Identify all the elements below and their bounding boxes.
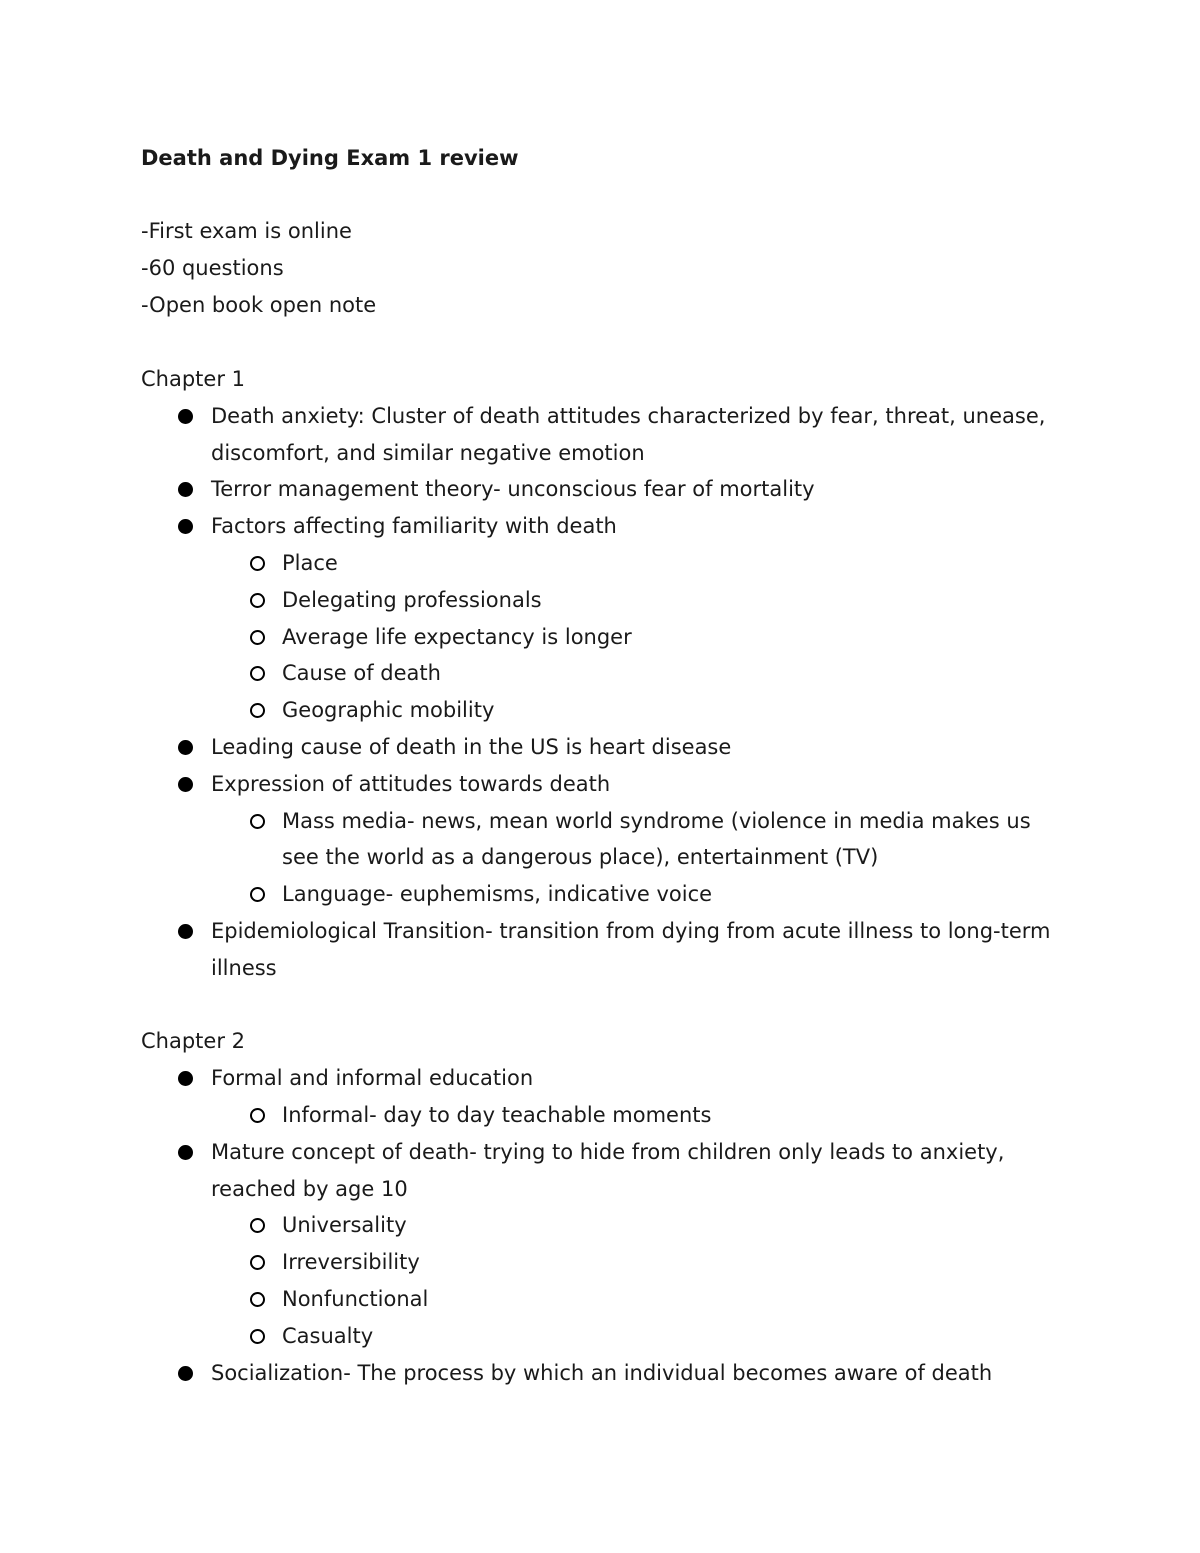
filled-circle-bullet-icon — [178, 777, 193, 792]
bullet-item-text: Expression of attitudes towards death — [211, 771, 611, 796]
hollow-circle-bullet-icon — [250, 666, 265, 681]
bullet-item-text: discomfort, and similar negative emotion — [211, 440, 645, 465]
filled-circle-bullet-icon — [178, 409, 193, 424]
sub-bullet-item-text: Geographic mobility — [282, 698, 495, 723]
intro-line: -60 questions — [141, 255, 284, 280]
sub-bullet-item-text: Nonfunctional — [282, 1287, 429, 1311]
filled-circle-bullet-icon — [178, 1145, 193, 1160]
bullet-item-text: Socialization- The process by which an individual becomes aware of death — [211, 1360, 993, 1385]
sub-bullet-item-text: Casualty — [282, 1323, 374, 1348]
filled-circle-bullet-icon — [178, 482, 193, 497]
filled-circle-bullet-icon — [178, 740, 193, 755]
hollow-circle-bullet-icon — [250, 1329, 265, 1344]
chapter-heading: Chapter 1 — [141, 367, 245, 391]
hollow-circle-bullet-icon — [250, 1292, 265, 1307]
sub-bullet-item-text: Universality — [282, 1213, 407, 1238]
sub-bullet-item-text: Place — [282, 551, 338, 575]
bullet-item-text: Death anxiety: Cluster of death attitudes characterized by fear, threat, unease, — [211, 403, 1046, 428]
bullet-item-text: Epidemiological Transition- transition from dying from acute illness to long-term — [211, 919, 1051, 943]
filled-circle-bullet-icon — [178, 1071, 193, 1086]
bullet-item-text: Factors affecting familiarity with death — [211, 514, 617, 539]
sub-bullet-item-text: Delegating professionals — [282, 587, 542, 612]
hollow-circle-bullet-icon — [250, 1255, 265, 1270]
document-title: Death and Dying Exam 1 review — [141, 146, 519, 170]
sub-bullet-item-text: Language- euphemisms, indicative voice — [282, 882, 713, 907]
filled-circle-bullet-icon — [178, 924, 193, 939]
hollow-circle-bullet-icon — [250, 814, 265, 829]
hollow-circle-bullet-icon — [250, 630, 265, 645]
sub-bullet-item-text: Mass media- news, mean world syndrome (violence in media makes us — [282, 808, 1031, 833]
sub-bullet-item-text: Irreversibility — [282, 1250, 420, 1275]
sub-bullet-item-text: Cause of death — [282, 661, 441, 686]
hollow-circle-bullet-icon — [250, 593, 265, 608]
sub-bullet-item-text: Average life expectancy is longer — [282, 624, 632, 649]
hollow-circle-bullet-icon — [250, 1108, 265, 1123]
bullet-item-text: illness — [211, 955, 277, 980]
filled-circle-bullet-icon — [178, 1366, 193, 1381]
sub-bullet-item-text: Informal- day to day teachable moments — [282, 1103, 712, 1127]
hollow-circle-bullet-icon — [250, 1218, 265, 1233]
hollow-circle-bullet-icon — [250, 556, 265, 571]
bullet-item-text: Terror management theory- unconscious fear of mortality — [211, 477, 815, 502]
sub-bullet-item-text: see the world as a dangerous place), entertainment (TV) — [282, 845, 879, 870]
bullet-item-text: reached by age 10 — [211, 1176, 408, 1201]
filled-circle-bullet-icon — [178, 519, 193, 534]
intro-line: -Open book open note — [141, 292, 377, 317]
bullet-item-text: Leading cause of death in the US is heart disease — [211, 735, 732, 759]
hollow-circle-bullet-icon — [250, 703, 265, 718]
bullet-item-text: Formal and informal education — [211, 1066, 534, 1091]
chapter-heading: Chapter 2 — [141, 1029, 245, 1054]
hollow-circle-bullet-icon — [250, 887, 265, 902]
intro-line: -First exam is online — [141, 219, 352, 243]
bullet-item-text: Mature concept of death- trying to hide from children only leads to anxiety, — [211, 1139, 1005, 1164]
